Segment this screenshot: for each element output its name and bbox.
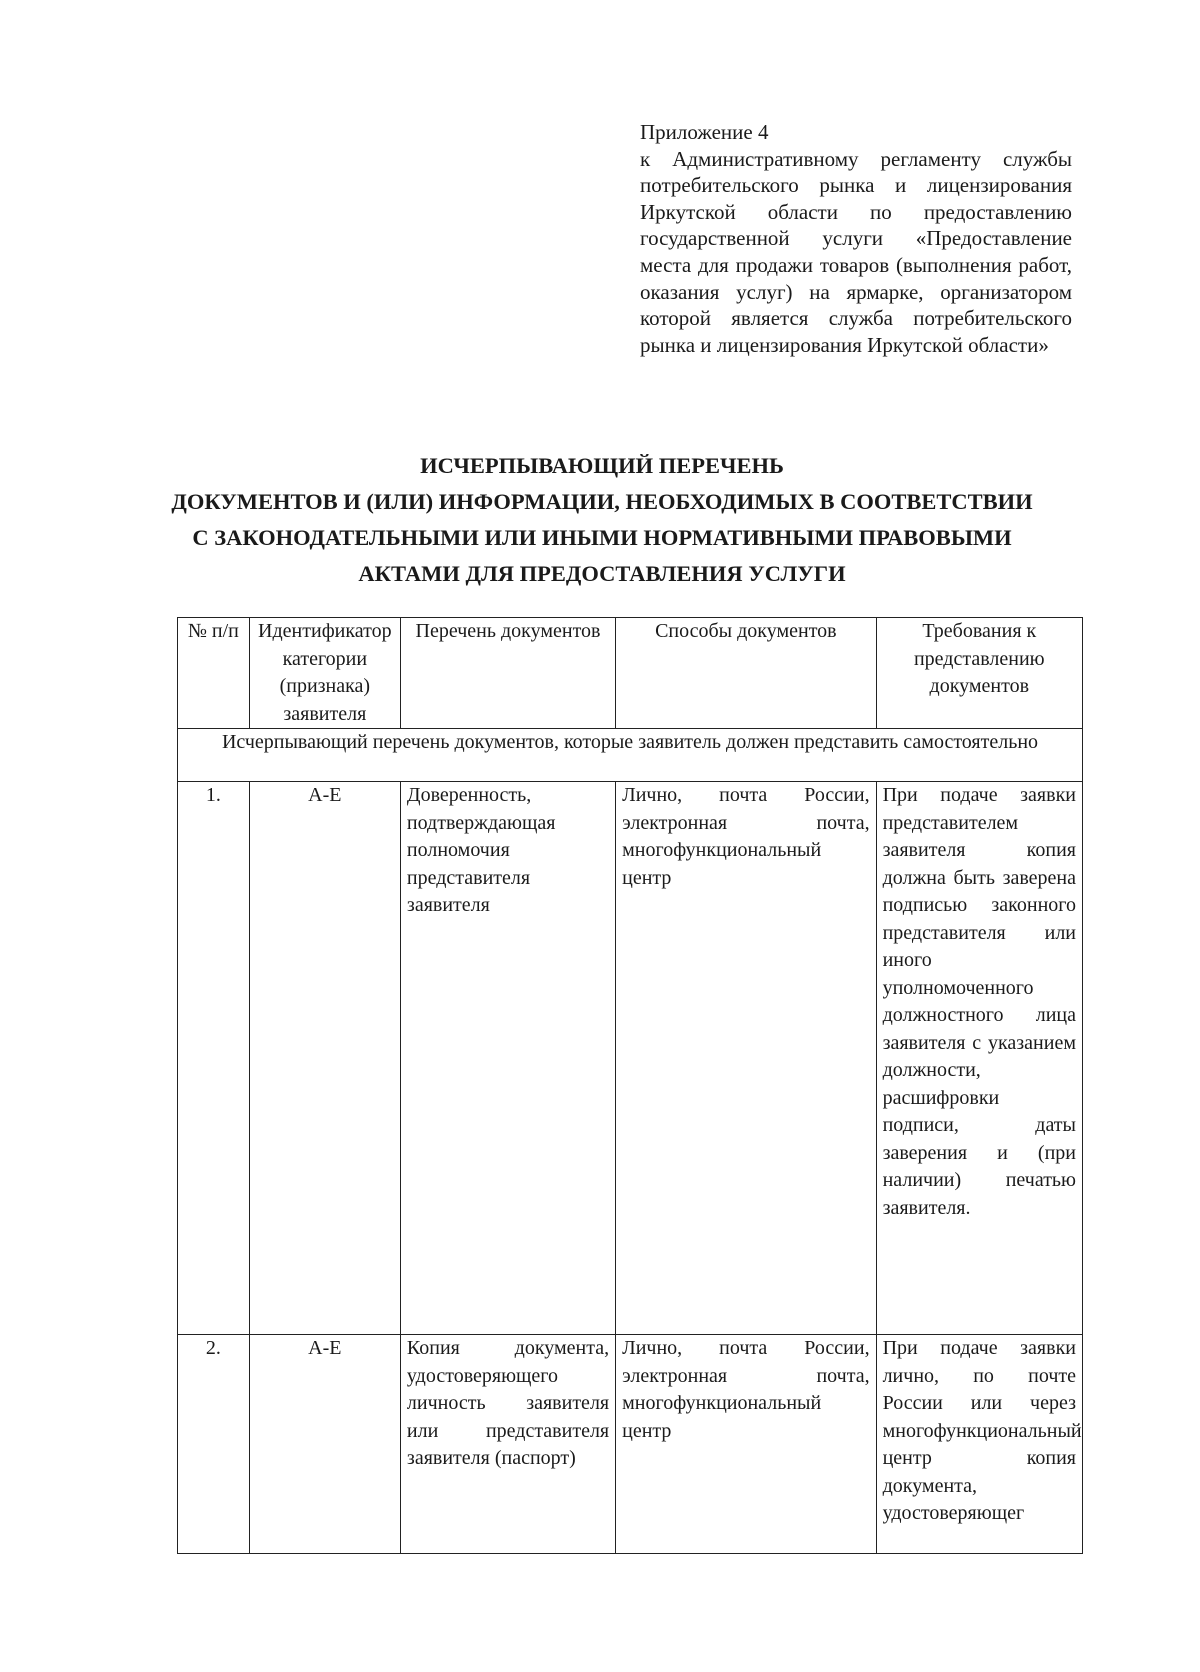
document-title — [150, 448, 1054, 592]
appendix-block — [640, 119, 1072, 358]
appendix-label: Приложение 4 — [640, 120, 769, 144]
title-line: С ЗАКОНОДАТЕЛЬНЫМИ ИЛИ ИНЫМИ НОРМАТИВНЫМИ ПРАВОВЫМИ — [192, 525, 1012, 550]
documents-table — [177, 617, 1083, 1554]
title-line: АКТАМИ ДЛЯ ПРЕДОСТАВЛЕНИЯ УСЛУГИ — [358, 561, 846, 586]
header-submission-methods: Способы документов — [616, 618, 876, 729]
row-requirements: При подаче заявки лично, по почте России или через многофункциональный центр копия документа, удостоверяющег — [876, 1335, 1082, 1554]
section-caption: Исчерпывающий перечень документов, которые заявитель должен представить самостоятельно — [178, 729, 1083, 782]
appendix-text: к Административному регламенту службы потребительского рынка и лицензирования Иркутской области по предоставлению государственной услуги «Предоставление места для продажи товаров (выполнения работ, оказания услуг) на ярмарке, организатором которой является служба потребительского рынка и лицензирования Иркутской области» — [640, 146, 1072, 357]
table-section-row — [178, 729, 1083, 782]
table-row — [178, 1335, 1083, 1554]
row-methods: Лично, почта России, электронная почта, многофункциональный центр — [616, 1335, 876, 1554]
table-header-row — [178, 618, 1083, 729]
row-documents: Доверенность, подтверждающая полномочия представителя заявителя — [400, 782, 615, 1335]
row-number: 2. — [178, 1335, 250, 1554]
row-category: А-Е — [249, 1335, 400, 1554]
header-documents-list: Перечень документов — [400, 618, 615, 729]
header-applicant-category: Идентификатор категории (признака) заявителя — [249, 618, 400, 729]
row-category: А-Е — [249, 782, 400, 1335]
header-number: № п/п — [178, 618, 250, 729]
row-requirements: При подаче заявки представителем заявителя копия должна быть заверена подписью законного представителя или иного уполномоченного должностного лица заявителя с указанием должности, расшифровки подписи, даты заверения и (при наличии) печатью заявителя. — [876, 782, 1082, 1335]
table-row — [178, 782, 1083, 1335]
header-requirements: Требования к представлению документов — [876, 618, 1082, 729]
title-line: ИСЧЕРПЫВАЮЩИЙ ПЕРЕЧЕНЬ — [420, 453, 784, 478]
title-line: ДОКУМЕНТОВ И (ИЛИ) ИНФОРМАЦИИ, НЕОБХОДИМЫХ В СООТВЕТСТВИИ — [171, 489, 1033, 514]
row-documents: Копия документа, удостоверяющего личность заявителя или представителя заявителя (паспорт) — [400, 1335, 615, 1554]
row-methods: Лично, почта России, электронная почта, многофункциональный центр — [616, 782, 876, 1335]
row-number: 1. — [178, 782, 250, 1335]
